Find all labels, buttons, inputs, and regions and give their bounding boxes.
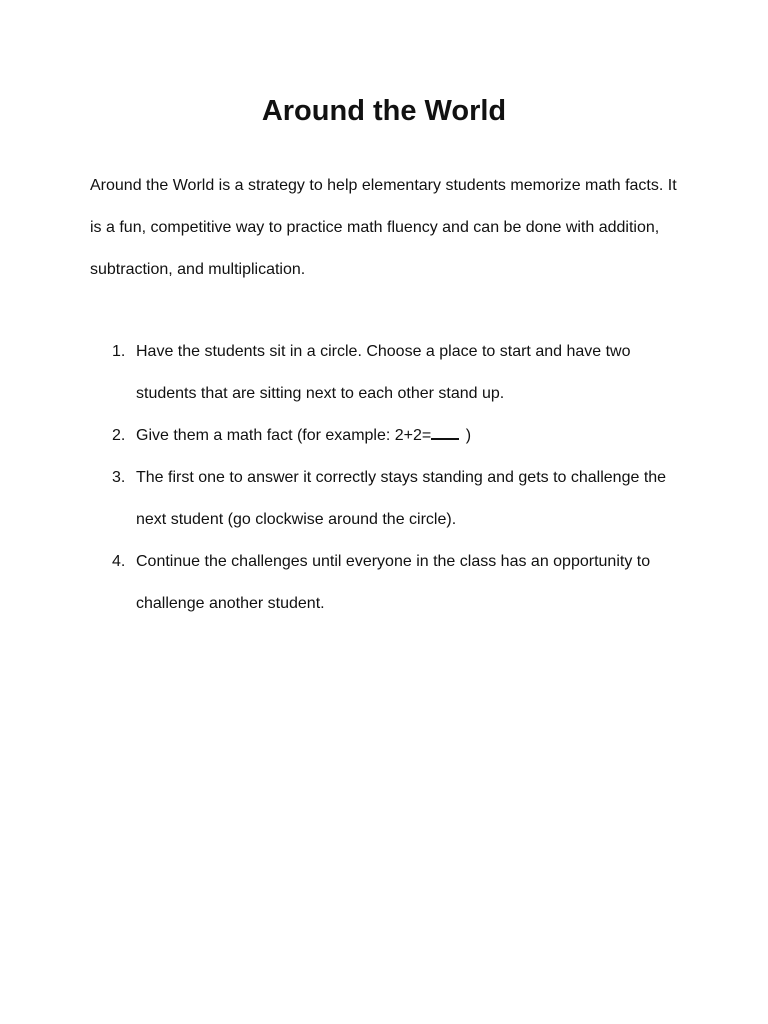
step-text: Continue the challenges until everyone in the class has an opportunity to challenge another student. xyxy=(136,553,651,612)
list-item xyxy=(90,457,690,541)
steps-list xyxy=(90,331,690,625)
step-text: The first one to answer it correctly stays standing and gets to challenge the next student (go clockwise around the circle). xyxy=(136,469,667,528)
answer-blank xyxy=(431,424,459,440)
intro-paragraph: Around the World is a strategy to help elementary students memorize math facts. It is a fun, competitive way to practice math fluency and can be done with addition, subtraction, and multiplication. xyxy=(90,177,677,278)
step-number: 1. xyxy=(112,343,126,360)
step-text-after: ) xyxy=(461,427,472,444)
list-item xyxy=(90,331,690,415)
list-item xyxy=(90,415,690,457)
list-item xyxy=(90,541,690,625)
step-text-before: Give them a math fact (for example: 2+2= xyxy=(136,427,432,444)
step-number: 2. xyxy=(112,427,126,444)
step-text: Have the students sit in a circle. Choose a place to start and have two students that are sitting next to each other stand up. xyxy=(136,343,631,402)
step-number: 4. xyxy=(112,553,126,570)
document-title: Around the World xyxy=(261,95,507,127)
step-number: 3. xyxy=(112,469,126,486)
